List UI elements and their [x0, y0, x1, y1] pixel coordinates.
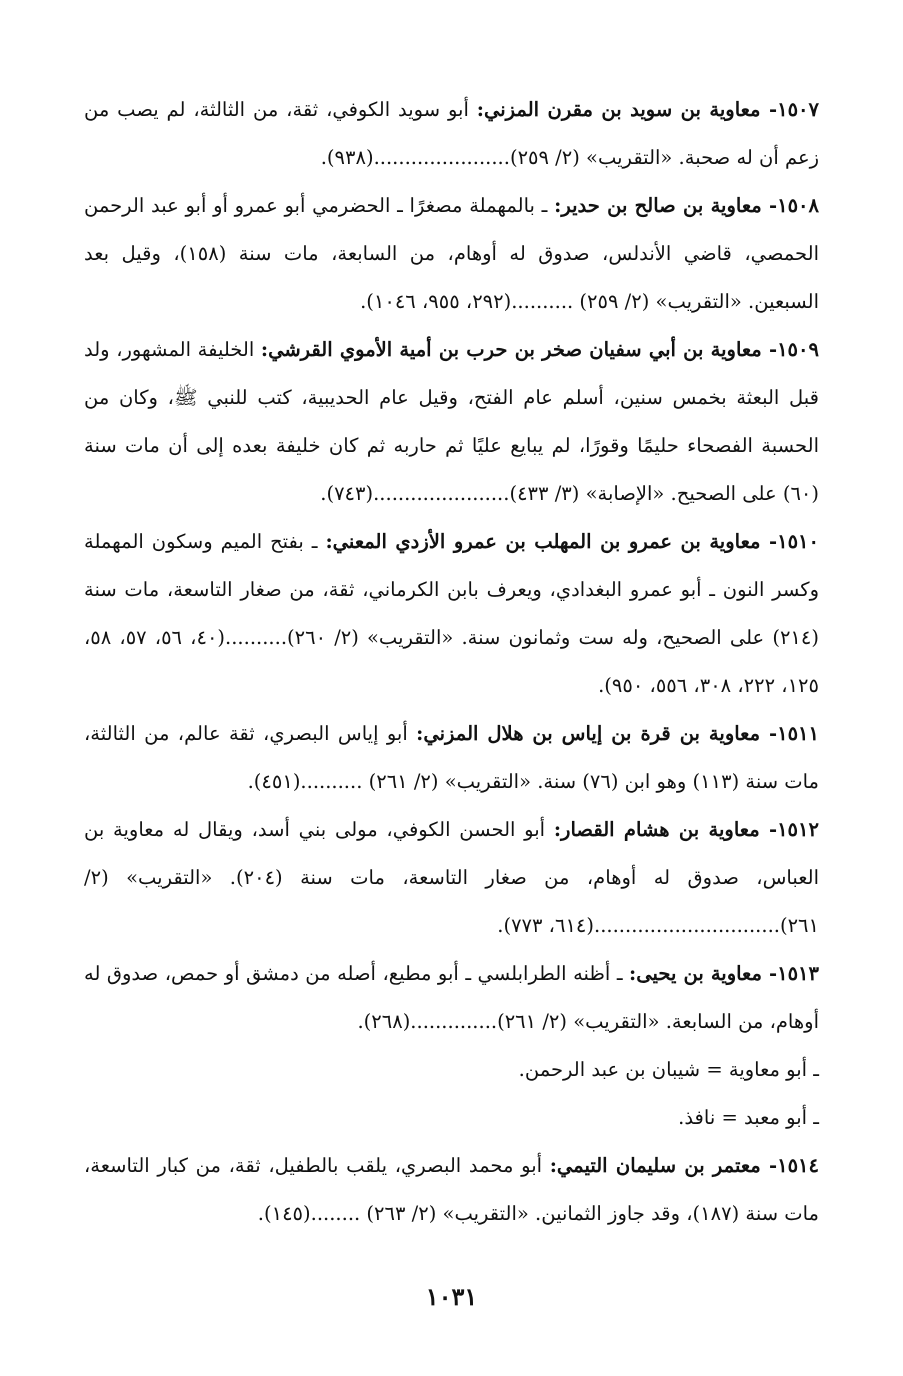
- entry-text: ـ أظنه الطرابلسي ـ أبو مطيع، أصله من دمشق أو حمص، صدوق له أوهام، من السابعة. «التقريب» (٢/ ٢٦١)..............(٢٦٨).: [84, 962, 819, 1033]
- entry-name: معاوية بن هشام القصار:: [553, 818, 760, 841]
- page-number: ١٠٣١: [425, 1282, 478, 1311]
- entry-number: ١٥١٠: [777, 530, 820, 553]
- cross-reference-note: ـ أبو معبد = نافذ.: [678, 1106, 819, 1129]
- entry-name: معتمر بن سليمان التيمي:: [549, 1154, 761, 1177]
- cross-reference-note: ـ أبو معاوية = شيبان بن عبد الرحمن.: [518, 1058, 819, 1081]
- entry-number: ١٥١١: [777, 722, 819, 745]
- entry-1507: ١٥٠٧- معاوية بن سويد بن مقرن المزني: أبو سويد الكوفي، ثقة، من الثالثة، لم يصب من زعم أن له صحبة. «التقريب» (٢/ ٢٥٩)......................(٩٣٨).: [84, 98, 819, 169]
- entry-number: ١٥٠٧: [777, 98, 819, 121]
- entry-text: ـ بفتح الميم وسكون المهملة وكسر النون ـ أبو عمرو البغدادي، ويعرف بابن الكرماني، ثقة، من صغار التاسعة، مات سنة (٢١٤) على الصحيح، وله ست وثمانون سنة. «التقريب» (٢/ ٢٦٠)..........(٤٠، ٥٦، ٥٧، ٥٨، ١٢٥، ٢٢٢، ٣٠٨، ٥٥٦، ٩٥٠).: [84, 530, 819, 697]
- entry-name: معاوية بن أبي سفيان صخر بن حرب بن أمية الأموي القرشي:: [260, 338, 762, 361]
- entry-name: معاوية بن عمرو بن المهلب بن عمرو الأزدي المعني:: [325, 530, 761, 553]
- entry-1509: ١٥٠٩- معاوية بن أبي سفيان صخر بن حرب بن أمية الأموي القرشي: الخليفة المشهور، ولد قبل البعثة بخمس سنين، أسلم عام الفتح، وقيل عام الحديبية، كتب للنبي ﷺ، وكان من الحسبة الفصحاء حليمًا وقورًا، لم يبايع عليًا ثم حاربه ثم كان خليفة بعده إلى أن مات سنة (٦٠) على الصحيح. «الإصابة» (٣/ ٤٣٣)......................(٧٤٣).: [84, 338, 819, 505]
- entry-number: ١٥٠٩: [777, 338, 819, 361]
- entry-text: أبو الحسن الكوفي، مولى بني أسد، ويقال له معاوية بن العباس، صدوق له أوهام، من صغار التاسعة، مات سنة (٢٠٤). «التقريب» (٢/ ٢٦١)..............................(٦١٤، ٧٧٣).: [84, 818, 819, 937]
- entry-text: الخليفة المشهور، ولد قبل البعثة بخمس سنين، أسلم عام الفتح، وقيل عام الحديبية، كتب للنبي ﷺ، وكان من الحسبة الفصحاء حليمًا وقورًا، لم يبايع عليًا ثم حاربه ثم كان خليفة بعده إلى أن مات سنة (٦٠) على الصحيح. «الإصابة» (٣/ ٤٣٣)......................(٧٤٣).: [84, 338, 819, 505]
- entry-name: معاوية بن سويد بن مقرن المزني:: [476, 98, 761, 121]
- entry-number: ١٥١٢: [777, 818, 819, 841]
- entry-1512: ١٥١٢- معاوية بن هشام القصار: أبو الحسن الكوفي، مولى بني أسد، ويقال له معاوية بن العباس، صدوق له أوهام، من صغار التاسعة، مات سنة (٢٠٤). «التقريب» (٢/ ٢٦١)..............................(٦١٤، ٧٧٣).: [84, 818, 819, 937]
- entry-number: ١٥٠٨: [777, 194, 820, 217]
- entry-1513: ١٥١٣- معاوية بن يحيى: ـ أظنه الطرابلسي ـ أبو مطيع، أصله من دمشق أو حمص، صدوق له أوهام، من السابعة. «التقريب» (٢/ ٢٦١)..............(٢٦٨).: [84, 962, 819, 1033]
- entry-text: أبو محمد البصري، يلقب بالطفيل، ثقة، من كبار التاسعة، مات سنة (١٨٧)، وقد جاوز الثمانين. «التقريب» (٢/ ٢٦٣) ........(١٤٥).: [84, 1154, 819, 1225]
- entry-text: أبو سويد الكوفي، ثقة، من الثالثة، لم يصب من زعم أن له صحبة. «التقريب» (٢/ ٢٥٩)......................(٩٣٨).: [84, 98, 819, 169]
- entry-1511: ١٥١١- معاوية بن قرة بن إياس بن هلال المزني: أبو إياس البصري، ثقة عالم، من الثالثة، مات سنة (١١٣) وهو ابن (٧٦) سنة. «التقريب» (٢/ ٢٦١) ..........(٤٥١).: [84, 722, 819, 793]
- entry-number: ١٥١٣: [777, 962, 819, 985]
- entry-name: معاوية بن صالح بن حدير:: [554, 194, 762, 217]
- entry-text: أبو إياس البصري، ثقة عالم، من الثالثة، مات سنة (١١٣) وهو ابن (٧٦) سنة. «التقريب» (٢/ ٢٦١) ..........(٤٥١).: [84, 722, 819, 793]
- entry-1510: ١٥١٠- معاوية بن عمرو بن المهلب بن عمرو الأزدي المعني: ـ بفتح الميم وسكون المهملة وكسر النون ـ أبو عمرو البغدادي، ويعرف بابن الكرماني، ثقة، من صغار التاسعة، مات سنة (٢١٤) على الصحيح، وله ست وثمانون سنة. «التقريب» (٢/ ٢٦٠)..........(٤٠، ٥٦، ٥٧، ٥٨، ١٢٥، ٢٢٢، ٣٠٨، ٥٥٦، ٩٥٠).: [84, 530, 820, 697]
- entry-name: معاوية بن يحيى:: [629, 962, 762, 985]
- entry-name: معاوية بن قرة بن إياس بن هلال المزني:: [416, 722, 761, 745]
- entry-number: ١٥١٤: [777, 1154, 819, 1177]
- entries-list: [84, 86, 819, 1238]
- entry-text: ـ بالمهملة مصغرًا ـ الحضرمي أبو عمرو أو أبو عبد الرحمن الحمصي، قاضي الأندلس، صدوق له أوهام، من السابعة، مات سنة (١٥٨)، وقيل بعد السبعين. «التقريب» (٢/ ٢٥٩) ..........(٢٩٢، ٩٥٥، ١٠٤٦).: [84, 194, 819, 313]
- entry-1514: ١٥١٤- معتمر بن سليمان التيمي: أبو محمد البصري، يلقب بالطفيل، ثقة، من كبار التاسعة، مات سنة (١٨٧)، وقد جاوز الثمانين. «التقريب» (٢/ ٢٦٣) ........(١٤٥).: [84, 1154, 819, 1225]
- entry-1508: ١٥٠٨- معاوية بن صالح بن حدير: ـ بالمهملة مصغرًا ـ الحضرمي أبو عمرو أو أبو عبد الرحمن الحمصي، قاضي الأندلس، صدوق له أوهام، من السابعة، مات سنة (١٥٨)، وقيل بعد السبعين. «التقريب» (٢/ ٢٥٩) ..........(٢٩٢، ٩٥٥، ١٠٤٦).: [84, 194, 820, 313]
